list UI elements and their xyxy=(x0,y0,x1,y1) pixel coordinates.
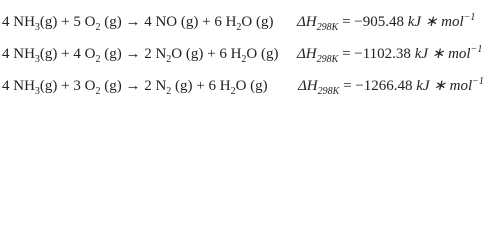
equation-text: (g) + 5 O xyxy=(39,14,96,30)
equation-text: O (g) xyxy=(246,46,279,62)
enthalpy-value xyxy=(297,12,475,32)
equals-sign: = xyxy=(338,46,355,62)
equation-text: (g) → 2 N xyxy=(100,46,167,62)
subscript: 3 xyxy=(34,22,40,33)
equation-text: O (g) xyxy=(235,78,268,94)
equation-text: 4 NH xyxy=(2,78,35,94)
subscript: 2 xyxy=(95,22,101,33)
subscript: 3 xyxy=(34,86,40,97)
equation-text: 4 NH xyxy=(2,14,35,30)
reaction-equation xyxy=(2,12,273,32)
enthalpy-unit: kJ ∗ mol xyxy=(410,46,471,62)
delta-h-symbol: ΔH xyxy=(297,14,317,30)
subscript: 2 xyxy=(166,86,172,97)
reaction-equation xyxy=(2,76,268,96)
subscript: 2 xyxy=(95,54,101,65)
temperature-subscript: 298K xyxy=(316,22,339,33)
subscript: 2 xyxy=(241,54,247,65)
equation-text: 4 NH xyxy=(2,46,35,62)
subscript: 2 xyxy=(236,22,242,33)
equation-text: (g) → 2 N xyxy=(100,78,167,94)
enthalpy-number: −1102.38 xyxy=(354,46,411,62)
delta-h-symbol: ΔH xyxy=(297,46,317,62)
equation-text: (g) + 3 O xyxy=(39,78,96,94)
equation-text: (g) + 4 O xyxy=(39,46,96,62)
enthalpy-unit: kJ ∗ mol xyxy=(404,14,464,30)
equals-sign: = xyxy=(339,78,356,94)
reaction-row-1 xyxy=(0,12,490,32)
enthalpy-value xyxy=(298,76,484,96)
equation-text: O (g) + 6 H xyxy=(171,46,242,62)
delta-h-symbol: ΔH xyxy=(298,78,318,94)
reaction-equation xyxy=(2,44,279,64)
temperature-subscript: 298K xyxy=(316,54,339,65)
equation-text: (g) → 4 NO (g) + 6 H xyxy=(100,14,237,30)
reaction-row-2 xyxy=(0,44,490,64)
enthalpy-unit: kJ ∗ mol xyxy=(412,78,473,94)
temperature-subscript: 298K xyxy=(317,86,340,97)
equals-sign: = xyxy=(338,14,355,30)
subscript: 3 xyxy=(34,54,40,65)
unit-exponent: −1 xyxy=(472,76,484,87)
reaction-row-3 xyxy=(0,76,490,96)
equation-text: O (g) xyxy=(241,14,274,30)
equation-text: (g) + 6 H xyxy=(171,78,231,94)
subscript: 2 xyxy=(166,54,172,65)
enthalpy-number: −1266.48 xyxy=(355,78,413,94)
subscript: 2 xyxy=(95,86,101,97)
unit-exponent: −1 xyxy=(470,44,483,55)
enthalpy-number: −905.48 xyxy=(354,14,404,30)
subscript: 2 xyxy=(230,86,236,97)
unit-exponent: −1 xyxy=(463,12,476,23)
enthalpy-value xyxy=(297,44,482,64)
